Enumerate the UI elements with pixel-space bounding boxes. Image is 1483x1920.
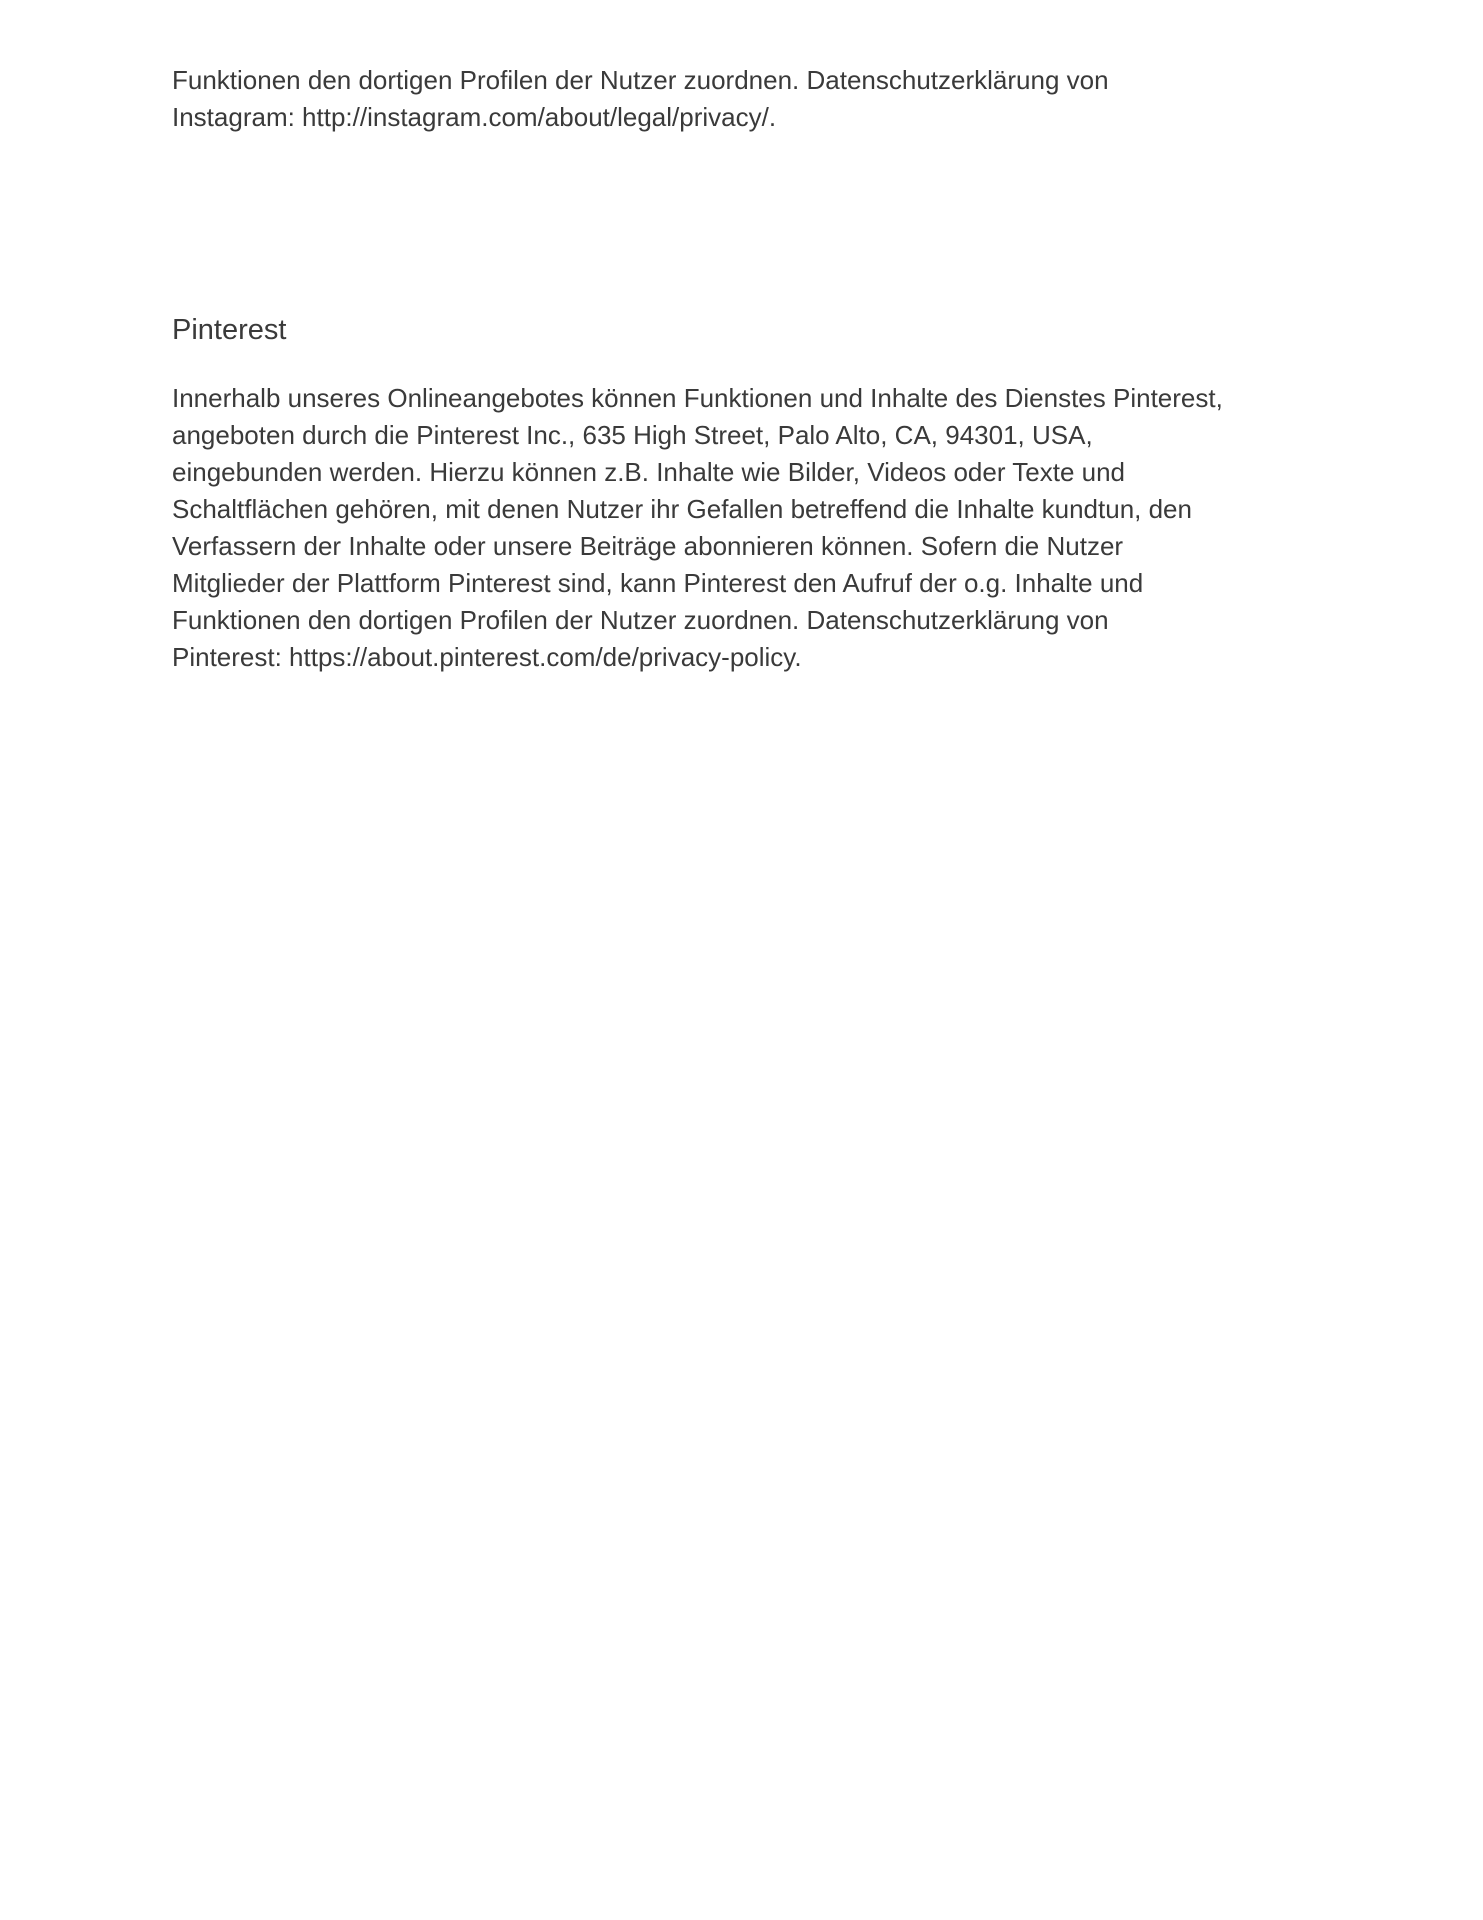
paragraph-line: Mitglieder der Plattform Pinterest sind, kann Pinterest den Aufruf der o.g. Inhalte und [172,568,1144,598]
section-spacer [172,136,1322,310]
paragraph-line: Verfassern der Inhalte oder unsere Beiträge abonnieren können. Sofern die Nutzer [172,531,1124,561]
paragraph-line: Innerhalb unseres Onlineangebotes können Funktionen und Inhalte des Dienstes Pinterest, [172,383,1223,413]
pinterest-paragraph [172,380,1322,676]
paragraph-line: Instagram: http://instagram.com/about/legal/privacy/. [172,102,777,132]
paragraph-line: Funktionen den dortigen Profilen der Nutzer zuordnen. Datenschutzerklärung von [172,65,1109,95]
instagram-continuation-paragraph [172,62,1322,136]
paragraph-line: angeboten durch die Pinterest Inc., 635 High Street, Palo Alto, CA, 94301, USA, [172,420,1093,450]
page-content [172,62,1322,676]
paragraph-line: Pinterest: https://about.pinterest.com/de/privacy-policy. [172,642,802,672]
paragraph-line: Schaltflächen gehören, mit denen Nutzer ihr Gefallen betreffend die Inhalte kundtun, den [172,494,1192,524]
paragraph-line: eingebunden werden. Hierzu können z.B. Inhalte wie Bilder, Videos oder Texte und [172,457,1126,487]
heading-spacer [172,350,1322,380]
pinterest-heading: Pinterest [172,314,287,346]
paragraph-line: Funktionen den dortigen Profilen der Nutzer zuordnen. Datenschutzerklärung von [172,605,1109,635]
